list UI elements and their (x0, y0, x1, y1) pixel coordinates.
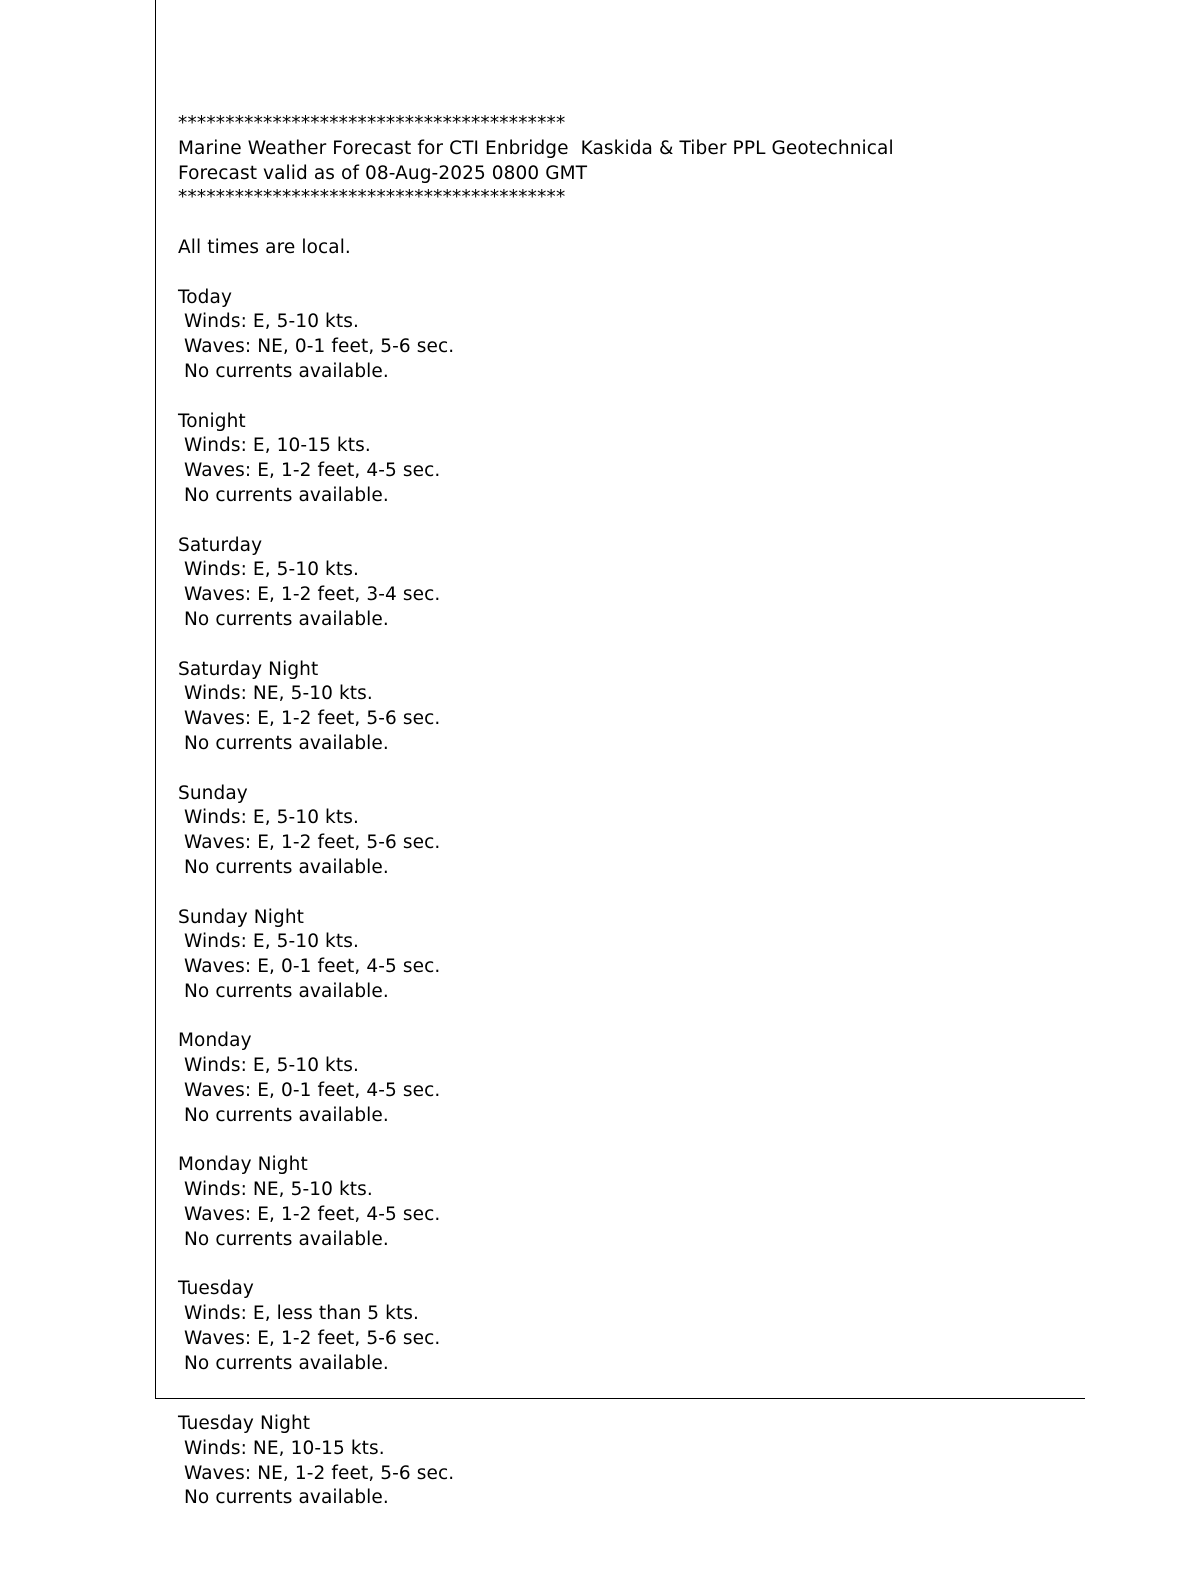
forecast-period (178, 534, 1118, 633)
period-winds: Winds: NE, 5-10 kts. (178, 683, 373, 705)
forecast-valid-line: Forecast valid as of 08-Aug-2025 0800 GMT (178, 162, 588, 184)
period-currents: No currents available. (178, 1352, 389, 1374)
forecast-period (178, 782, 1118, 881)
spacer (178, 633, 1118, 658)
period-currents: No currents available. (178, 1228, 389, 1250)
forecast-period (178, 410, 1118, 509)
period-name: Saturday Night (178, 658, 319, 680)
period-currents: No currents available. (178, 608, 389, 630)
period-name: Sunday (178, 782, 248, 804)
period-currents: No currents available. (178, 484, 389, 506)
spacer (178, 261, 1118, 286)
period-winds: Winds: E, 5-10 kts. (178, 931, 359, 953)
spacer (178, 881, 1118, 906)
period-winds: Winds: E, 5-10 kts. (178, 311, 359, 333)
period-waves: Waves: NE, 0-1 feet, 5-6 sec. (178, 336, 455, 358)
spacer (178, 1253, 1118, 1278)
period-winds: Winds: NE, 5-10 kts. (178, 1179, 373, 1201)
forecast-title: Marine Weather Forecast for CTI Enbridge Kaskida & Tiber PPL Geotechnical (178, 137, 894, 159)
period-name: Tonight (178, 410, 246, 432)
spacer (178, 211, 1118, 236)
period-waves: Waves: NE, 1-2 feet, 5-6 sec. (178, 1462, 455, 1484)
forecast-period (178, 1029, 1118, 1128)
period-name: Monday (178, 1030, 252, 1052)
forecast-period (178, 1153, 1118, 1252)
period-winds: Winds: E, 10-15 kts. (178, 435, 371, 457)
local-times-note: All times are local. (178, 236, 351, 258)
period-waves: Waves: E, 1-2 feet, 5-6 sec. (178, 1328, 441, 1350)
period-waves: Waves: E, 1-2 feet, 4-5 sec. (178, 1204, 441, 1226)
period-name: Saturday (178, 534, 263, 556)
period-waves: Waves: E, 0-1 feet, 4-5 sec. (178, 1080, 441, 1102)
forecast-period (178, 906, 1118, 1005)
period-winds: Winds: E, 5-10 kts. (178, 807, 359, 829)
spacer (178, 757, 1118, 782)
period-currents: No currents available. (178, 980, 389, 1002)
period-name: Monday Night (178, 1154, 308, 1176)
period-currents: No currents available. (178, 856, 389, 878)
header-rule-top: ***************************************** (178, 113, 566, 134)
forecast-period (178, 658, 1118, 757)
forecast-period (178, 286, 1118, 385)
period-waves: Waves: E, 1-2 feet, 3-4 sec. (178, 584, 441, 606)
forecast-text-body (178, 112, 1118, 1377)
forecast-period-overflow (178, 1412, 1118, 1511)
period-currents: No currents available. (178, 732, 389, 754)
period-winds: Winds: E, 5-10 kts. (178, 1055, 359, 1077)
period-name: Sunday Night (178, 906, 305, 928)
period-winds: Winds: E, less than 5 kts. (178, 1303, 420, 1325)
period-waves: Waves: E, 1-2 feet, 5-6 sec. (178, 708, 441, 730)
spacer (178, 1005, 1118, 1030)
period-waves: Waves: E, 1-2 feet, 5-6 sec. (178, 832, 441, 854)
header-rule-bottom: ***************************************** (178, 187, 566, 209)
period-name: Today (178, 286, 233, 308)
spacer (178, 1129, 1118, 1154)
spacer (178, 385, 1118, 410)
period-currents: No currents available. (178, 1104, 389, 1126)
period-name: Tuesday (178, 1278, 254, 1300)
spacer (178, 509, 1118, 534)
period-waves: Waves: E, 1-2 feet, 4-5 sec. (178, 460, 441, 482)
period-winds: Winds: E, 5-10 kts. (178, 559, 359, 581)
forecast-period (178, 1277, 1118, 1376)
period-winds: Winds: NE, 10-15 kts. (178, 1437, 385, 1459)
period-currents: No currents available. (178, 1487, 389, 1509)
period-waves: Waves: E, 0-1 feet, 4-5 sec. (178, 956, 441, 978)
period-currents: No currents available. (178, 360, 389, 382)
period-name: Tuesday Night (178, 1413, 311, 1434)
